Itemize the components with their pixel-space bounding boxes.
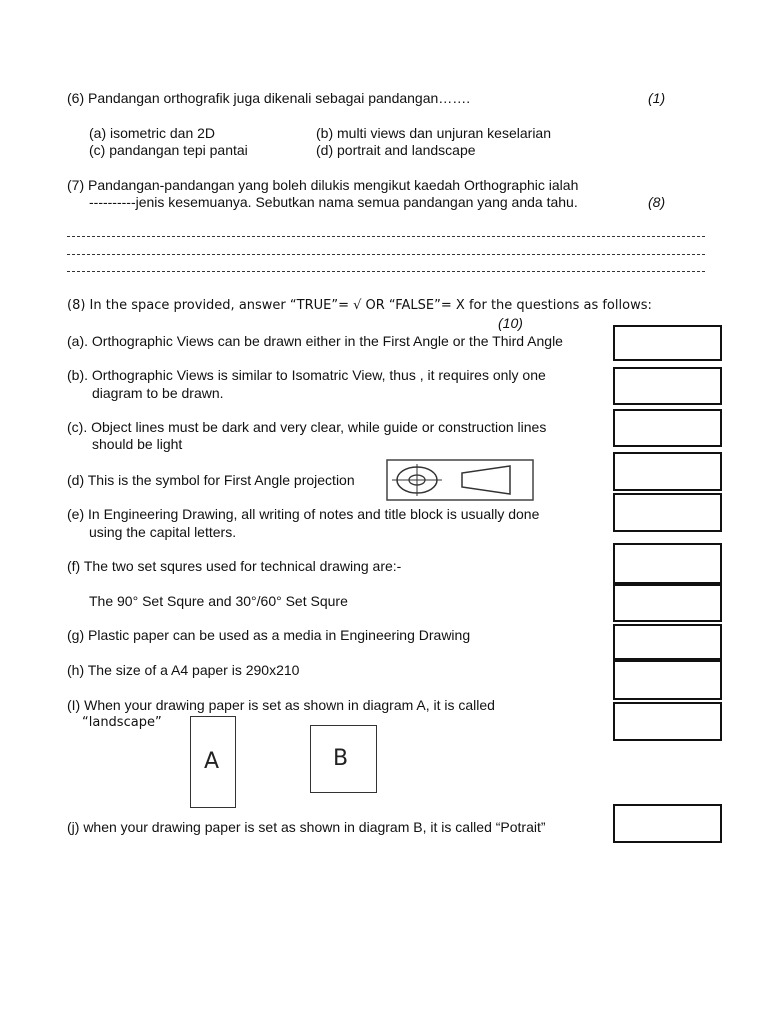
q8-item-b-line1: (b). Orthographic Views is similar to Isomatric View, thus , it requires only one <box>67 367 546 383</box>
answer-box-f2[interactable] <box>613 584 722 622</box>
q8-item-a: (a). Orthographic Views can be drawn either in the First Angle or the Third Angle <box>67 333 563 349</box>
q8-intro: (8) In the space provided, answer “TRUE”= √ OR “FALSE”= X for the questions as follows: <box>67 298 652 313</box>
q8-item-d: (d) This is the symbol for First Angle projection <box>67 472 355 488</box>
q8-item-j: (j) when your drawing paper is set as shown in diagram B, it is called “Potrait” <box>67 819 546 835</box>
answer-line-1 <box>67 236 705 237</box>
q8-item-c-line2: should be light <box>92 436 183 452</box>
q6-option-a: (a) isometric dan 2D <box>89 125 216 141</box>
q8-item-e-line1: (e) In Engineering Drawing, all writing of notes and title block is usually done <box>67 506 540 522</box>
q8-item-b-line2: diagram to be drawn. <box>92 385 224 401</box>
answer-line-3 <box>67 271 705 272</box>
diagram-a-portrait-paper <box>190 716 236 808</box>
q6-option-d: (d) portrait and landscape <box>316 142 476 158</box>
answer-box-c[interactable] <box>613 409 722 447</box>
q8-item-h: (h) The size of a A4 paper is 290x210 <box>67 662 300 678</box>
answer-box-h[interactable] <box>613 660 722 700</box>
answer-line-2 <box>67 254 705 255</box>
answer-box-f1[interactable] <box>613 543 722 584</box>
q8-item-e-line2: using the capital letters. <box>89 524 237 540</box>
diagram-a-label: A <box>204 749 220 774</box>
answer-box-e[interactable] <box>613 493 722 532</box>
q6-option-c: (c) pandangan tepi pantai <box>89 142 248 158</box>
q8-item-f-line2: The 90° Set Squre and 30°/60° Set Squre <box>89 593 348 609</box>
q8-item-i-line2: “landscape” <box>82 715 162 730</box>
diagram-b-square-paper <box>310 725 377 793</box>
q8-item-c-line1: (c). Object lines must be dark and very clear, while guide or construction lines <box>67 419 547 435</box>
diagram-b-label: B <box>333 746 349 771</box>
q8-marks: (10) <box>498 315 523 331</box>
q7-marks: (8) <box>648 194 666 210</box>
q8-item-i-line1: (I) When your drawing paper is set as shown in diagram A, it is called <box>67 697 495 713</box>
q6-text: (6) Pandangan orthografik juga dikenali sebagai pandangan……. <box>67 90 471 106</box>
q6-marks: (1) <box>648 90 666 106</box>
answer-box-b[interactable] <box>613 367 722 405</box>
q8-item-f-line1: (f) The two set squres used for technical drawing are:- <box>67 558 402 574</box>
q6-option-b: (b) multi views dan unjuran keselarian <box>316 125 551 141</box>
answer-box-i[interactable] <box>613 702 722 741</box>
answer-box-d[interactable] <box>613 452 722 491</box>
answer-box-g[interactable] <box>613 624 722 660</box>
q7-line1: (7) Pandangan-pandangan yang boleh dilukis mengikut kaedah Orthographic ialah <box>67 177 579 193</box>
answer-box-j[interactable] <box>613 804 722 843</box>
answer-box-a[interactable] <box>613 325 722 361</box>
first-angle-projection-symbol <box>386 458 536 502</box>
q8-item-g: (g) Plastic paper can be used as a media in Engineering Drawing <box>67 627 471 643</box>
q7-line2: ----------jenis kesemuanya. Sebutkan nama semua pandangan yang anda tahu. <box>89 194 578 210</box>
